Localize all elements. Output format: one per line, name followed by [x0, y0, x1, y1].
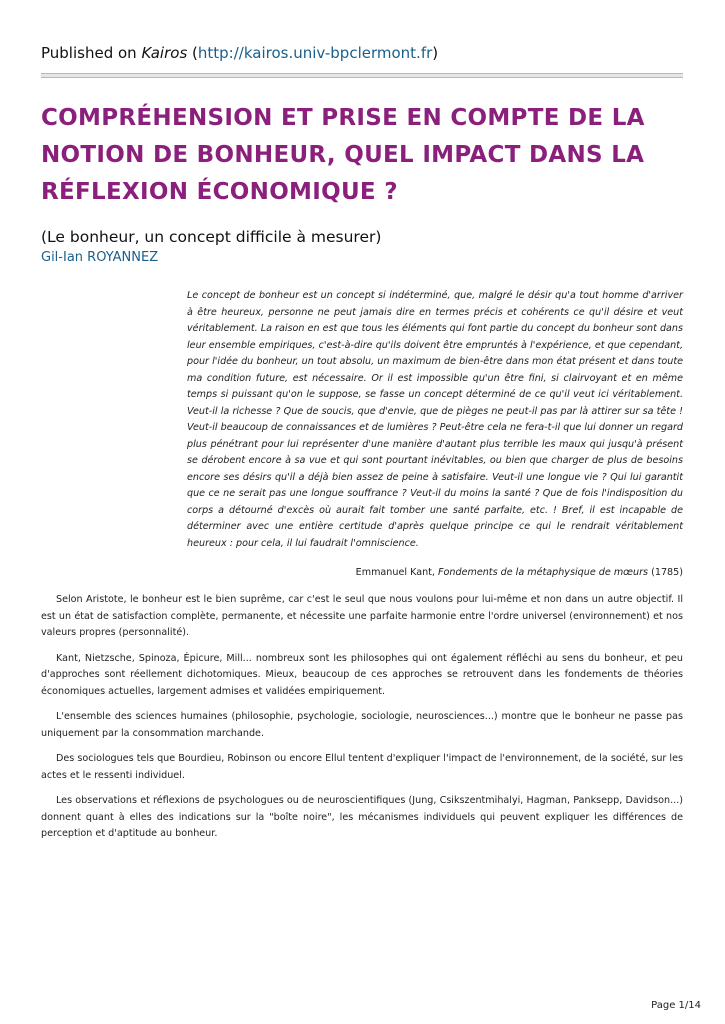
published-on-header: [41, 44, 438, 62]
citation-author: Emmanuel Kant,: [355, 567, 439, 578]
citation-year: (1785): [648, 567, 683, 578]
site-url-link[interactable]: http://kairos.univ-bpclermont.fr: [197, 44, 433, 62]
site-name: Kairos: [141, 44, 188, 62]
epigraph-citation: [356, 567, 683, 578]
article-title: COMPRÉHENSION ET PRISE EN COMPTE DE LA NOTION DE BONHEUR, QUEL IMPACT DANS LA RÉFLEXION ÉCONOMIQUE ?: [41, 105, 645, 205]
page-number: Page 1/14: [651, 1000, 701, 1011]
body-paragraph: Les observations et réflexions de psychologues ou de neuroscientifiques (Jung, Csikszentmihalyi, Hagman, Panksepp, Davidson...) donnent quant à elles des indications sur la "boîte noire", les mécanismes individuels qui peuvent expliquer les différences de perception et d'aptitude au bonheur.: [41, 795, 683, 839]
article-body: [41, 592, 683, 852]
citation-work: Fondements de la métaphysique de mœurs: [438, 567, 649, 578]
body-paragraph: Kant, Nietzsche, Spinoza, Épicure, Mill... nombreux sont les philosophes qui ont également réfléchi au sens du bonheur, et peu d'approches sont réellement dichotomiques. Mieux, beaucoup de ces approches se retrouvent dans les fondements de théories économiques actuelles, largement admises et validées empiriquement.: [41, 652, 683, 697]
body-paragraph: L'ensemble des sciences humaines (philosophie, psychologie, sociologie, neurosciences...) montre que le bonheur ne passe pas uniquement par la consommation marchande.: [41, 711, 683, 739]
body-paragraph: Des sociologues tels que Bourdieu, Robinson ou encore Ellul tentent d'expliquer l'impact de l'environnement, de la société, sur les actes et le ressenti individuel.: [41, 753, 683, 781]
author-link[interactable]: Gil-Ian ROYANNEZ: [41, 250, 159, 265]
close-paren: ): [432, 44, 439, 62]
body-paragraph: Selon Aristote, le bonheur est le bien suprême, car c'est le seul que nous voulons pour lui-même et non dans un autre objectif. Il est un état de satisfaction complète, permanente, et nécessite une parfaite harmonie entre l'ordre universel (environnement) et nos valeurs propres (personnalité).: [41, 594, 683, 638]
published-on-label: Published on: [41, 44, 142, 62]
article-subtitle: (Le bonheur, un concept difficile à mesurer): [41, 228, 382, 246]
epigraph-quote: Le concept de bonheur est un concept si indéterminé, que, malgré le désir qu'a tout homme d'arriver à être heureux, personne ne peut jamais dire en termes précis et cohérents ce qu'il désire et veut véritablement. La raison en est que tous les éléments qui font partie du concept du bonheur sont dans leur ensemble empiriques, c'est-à-dire qu'ils doivent être empruntés à l'expérience, et que cependant, pour l'idée du bonheur, un tout absolu, un maximum de bien-être dans mon état présent et dans toute ma condition future, est nécessaire. Or il est impossible qu'un être fini, si clairvoyant et en même temps si puissant qu'on le suppose, se fasse un concept déterminé de ce qu'il veut ici véritablement. Veut-il la richesse ? Que de soucis, que d'envie, que de pièges ne peut-il pas par là attirer sur sa tête ! Veut-il beaucoup de connaissances et de lumières ? Peut-être cela ne fera-t-il que lui donner un regard plus pénétrant pour lui représenter d'une manière d'autant plus terrible les maux qui jusqu'à présent se dérobent encore à sa vue et qui sont pourtant inévitables, ou bien que charger de plus de besoins encore ses désirs qu'il a déjà bien assez de peine à satisfaire. Veut-il une longue vie ? Qui lui garantit que ce ne serait pas une longue souffrance ? Veut-il du moins la santé ? Que de fois l'indisposition du corps a détourné d'excès où aurait fait tomber une santé parfaite, etc. ! Bref, il est incapable de déterminer avec une entière certitude d'après quelque principe ce qui le rendrait véritablement heureux : pour cela, il lui faudrait l'omniscience.: [187, 290, 683, 549]
header-divider: [41, 73, 683, 78]
open-paren: (: [187, 44, 198, 62]
